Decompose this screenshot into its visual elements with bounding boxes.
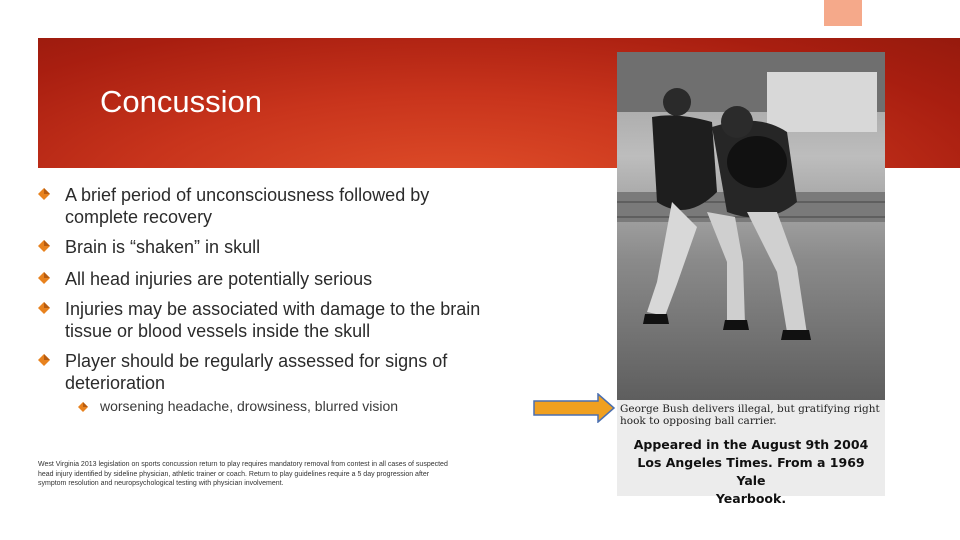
bullet-text: tissue or blood vessels inside the skull <box>65 321 371 341</box>
caption-line: hook to opposing ball carrier. <box>620 415 777 427</box>
caption-line: George Bush delivers illegal, but gratifying right <box>620 403 880 415</box>
diamond-bullet-icon <box>78 402 88 412</box>
accent-bar <box>824 0 862 26</box>
diamond-bullet-icon <box>38 188 50 200</box>
footnote <box>38 460 518 489</box>
diamond-bullet-icon <box>38 302 50 314</box>
photo-caption <box>620 403 882 427</box>
bullet-text: deterioration <box>65 373 166 393</box>
footnote-line: West Virginia 2013 legislation on sports concussion return to play requires mandatory removal from contest in all cases of suspected <box>38 461 448 468</box>
diamond-bullet-icon <box>38 240 50 252</box>
photo-source-stamp <box>622 436 880 508</box>
football-players-image <box>617 52 885 496</box>
bullet-text: All head injuries are potentially serious <box>65 269 373 289</box>
stamp-line: Los Angeles Times. From a 1969 Yale <box>637 455 865 488</box>
yearbook-photo <box>617 52 885 496</box>
bullet-text: Injuries may be associated with damage to the brain <box>65 299 481 319</box>
bullet-text: Brain is “shaken” in skull <box>65 237 261 257</box>
stamp-line: Yearbook. <box>715 491 787 506</box>
arrow-right-icon <box>532 393 616 423</box>
slide-title: Concussion <box>100 84 262 119</box>
bullet-text: A brief period of unconsciousness followed by <box>65 185 430 205</box>
diamond-bullet-icon <box>38 354 50 366</box>
footnote-line: head injury identified by sideline physician, athletic trainer or coach. Return to play guidelines require a 5 day progression after <box>38 470 430 478</box>
bullet-text: complete recovery <box>65 207 213 227</box>
sub-bullet-text: worsening headache, drowsiness, blurred vision <box>100 398 399 414</box>
footnote-line: symptom resolution and neuropsychological testing with physician involvement. <box>38 480 284 487</box>
stamp-line: Appeared in the August 9th 2004 <box>633 437 869 452</box>
diamond-bullet-icon <box>38 272 50 284</box>
bullet-text: Player should be regularly assessed for signs of <box>65 351 448 371</box>
